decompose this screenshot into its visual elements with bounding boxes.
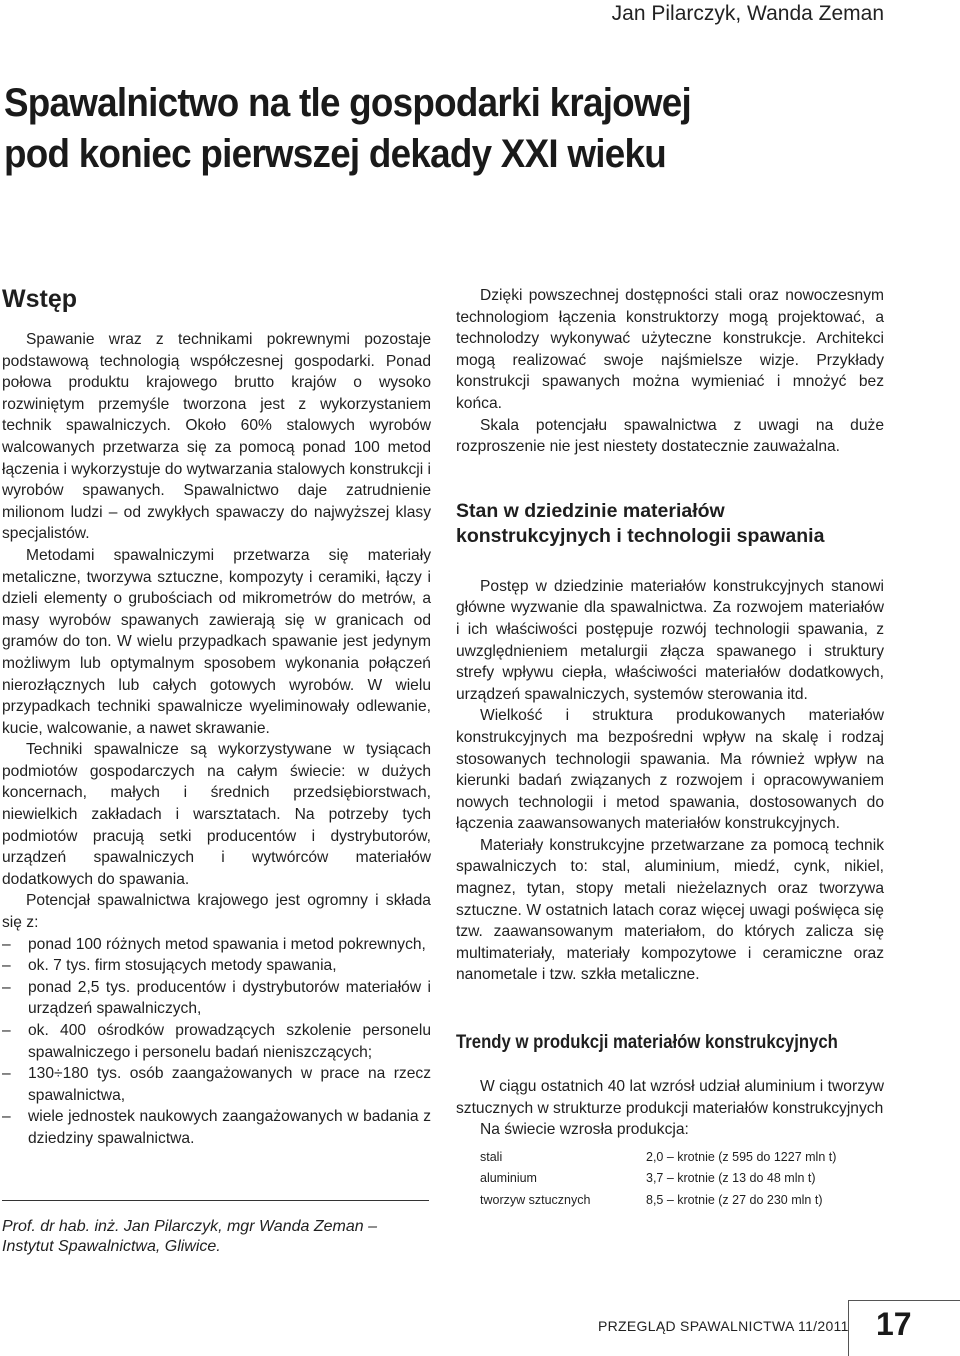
value-cell: 3,7 – krotnie (z 13 do 48 mln t) xyxy=(646,1171,816,1186)
affiliation-line-2: Instytut Spawalnictwa, Gliwice. xyxy=(2,1238,221,1255)
right-column xyxy=(456,285,884,1212)
footer-divider-vertical xyxy=(848,1300,849,1356)
paragraph: Postęp w dziedzinie materiałów konstrukcyjnych stanowi główne wyzwanie dla spawalnictwa. Za rozwojem materiałów i ich właściwości postępuje rozwój technologii spawania, z uwzględnieniem metalurgii złącza spawanego i struktury strefy wpływu ciepła, właściwości materiałów dodatkowych, urządzeń spawalniczych, systemów sterowania itd. xyxy=(456,577,884,703)
potential-list xyxy=(2,934,431,1150)
material-cell: stali xyxy=(480,1149,503,1164)
paragraph: Potencjał spawalnictwa krajowego jest ogromny i składa się z: xyxy=(2,892,431,932)
section-heading-wstep: Wstęp xyxy=(2,285,77,313)
paragraph: Dzięki powszechnej dostępności stali oraz nowoczesnym technologiom łączenia konstruktorzy mogą projektować, a technolodzy wykonywać użyteczne konstrukcje. Architekci mogą realizować swoje najśmielsze wizje. Przykłady konstrukcji spawanych można wymieniać i mnożyć bez końca. xyxy=(456,287,884,412)
paragraph: Spawanie wraz z technikami pokrewnymi pozostaje podstawową technologią współczesnej gospodarki. Ponad połowa produktu krajowego brutto krajów o wysoko rozwiniętym przemyśle tworzona jest z wykorzystaniem technik spawalniczych. Około 60% stalowych wyrobów walcowanych przetwarza się za pomocą ponad 100 metod łączenia i wykorzystuje do wytwarzania stalowych konstrukcji i wyrobów spawanych. Spawalnictwo daje zatrudnienie milionom ludzi – od zwykłych spawaczy do najwyższej klasy specjalistów. xyxy=(2,331,431,543)
material-cell: aluminium xyxy=(480,1171,537,1186)
section-heading-stan xyxy=(456,499,884,549)
paragraph: Na świecie wzrosła produkcja: xyxy=(480,1121,689,1139)
paragraph: W ciągu ostatnich 40 lat wzrósł udział aluminium i tworzyw sztucznych w strukturze produkcji materiałów konstrukcyjnych xyxy=(456,1078,884,1117)
section-heading-trendy: Trendy w produkcji materiałów konstrukcyjnych xyxy=(456,1032,838,1054)
value-cell: 8,5 – krotnie (z 27 do 230 mln t) xyxy=(646,1193,823,1207)
paragraph: Skala potencjału spawalnictwa z uwagi na duże rozproszenie nie jest niestety dostatecznie zauważalna. xyxy=(456,416,884,456)
article-authors: Jan Pilarczyk, Wanda Zeman xyxy=(611,2,884,25)
paragraph: Metodami spawalniczymi przetwarza się materiały metaliczne, tworzywa sztuczne, kompozyty i ceramiki, łączy i dzieli elementy o grubościach od mikrometrów do metrów, a masy wyrobów spawanych zawierają się w granicach od gramów do ton. W wielu przypadkach spawanie jest jedynym możliwym lub optymalnym sposobem wykonania połączeń nierozłącznych lub całych gotowych wyrobów. W wielu przypadkach techniki spawalnicze wyeliminowały odlewanie, kucie, walcowanie, a nawet skrawanie. xyxy=(2,546,431,737)
affiliation-line-1: Prof. dr hab. inż. Jan Pilarczyk, mgr Wanda Zeman – xyxy=(2,1218,377,1235)
section-heading-line-1: Stan w dziedzinie materiałów xyxy=(456,499,725,522)
list-item: – ok. 7 tys. firm stosujących metody spawania, xyxy=(2,955,431,977)
production-table xyxy=(456,1147,836,1212)
paragraph: Materiały konstrukcyjne przetwarzane za pomocą technik spawalniczych to: stal, aluminium, miedź, cynk, nikiel, magnez, tytan, stopy metali nieżelaznych oraz tworzywa sztuczne. W ostatnich latach coraz więcej uwagi poświęca się tzw. zaawansowanym materiałom, do których zalicza się multimateriały, materiały kompozytowe i ceramiczne oraz nanometale i tzw. szkła metaliczne. xyxy=(456,836,884,984)
list-item: – 130÷180 tys. osób zaangażowanych w prace na rzecz spawalnictwa, xyxy=(2,1063,431,1106)
article-title xyxy=(4,78,869,180)
list-item: – wiele jednostek naukowych zaangażowanych w badania z dziedziny spawalnictwa. xyxy=(2,1106,431,1149)
author-affiliation xyxy=(2,1200,429,1257)
list-item: – ok. 400 ośrodków prowadzących szkolenie personelu spawalniczego i personelu badań nieniszczących; xyxy=(2,1020,431,1063)
article-title-line-1: Spawalnictwo na tle gospodarki krajowej xyxy=(4,81,692,125)
value-cell: 2,0 – krotnie (z 595 do 1227 mln t) xyxy=(646,1149,837,1164)
journal-name: PRZEGLĄD SPAWALNICTWA 11/2011 xyxy=(598,1318,849,1334)
section-heading-line-2: konstrukcyjnych i technologii spawania xyxy=(456,524,825,547)
article-title-line-2: pod koniec pierwszej dekady XXI wieku xyxy=(4,132,666,176)
page-number: 17 xyxy=(876,1306,912,1342)
list-item: – ponad 2,5 tys. producentów i dystrybutorów materiałów i urządzeń spawalniczych, xyxy=(2,977,431,1020)
table-row xyxy=(456,1190,836,1212)
left-column xyxy=(2,284,431,1150)
footer-divider-horizontal xyxy=(848,1300,960,1301)
material-cell: tworzyw sztucznych xyxy=(480,1193,591,1207)
table-row xyxy=(456,1168,836,1190)
table-row xyxy=(456,1147,836,1169)
list-item: – ponad 100 różnych metod spawania i metod pokrewnych, xyxy=(2,934,431,956)
paragraph: Techniki spawalnicze są wykorzystywane w tysiącach podmiotów gospodarczych na całym świecie: w dużych koncernach, małych i średnich przedsiębiorstwach, niewielkich zakładach i warsztatach. Na potrzeby tych podmiotów pracują setki producentów i dystrybutorów, urządzeń spawalniczych i wytwórców materiałów dodatkowych do spawania. xyxy=(2,741,431,888)
paragraph: Wielkość i struktura produkowanych materiałów konstrukcyjnych ma bezpośredni wpływ na skalę i rodzaj stosowanych technologii spawania. Ma również wpływ na kierunki badań związanych z rozwojem i opracowywaniem nowych technologii i metod spawania, dostosowanych do łączenia zaawansowanych materiałów konstrukcyjnych. xyxy=(456,707,884,833)
